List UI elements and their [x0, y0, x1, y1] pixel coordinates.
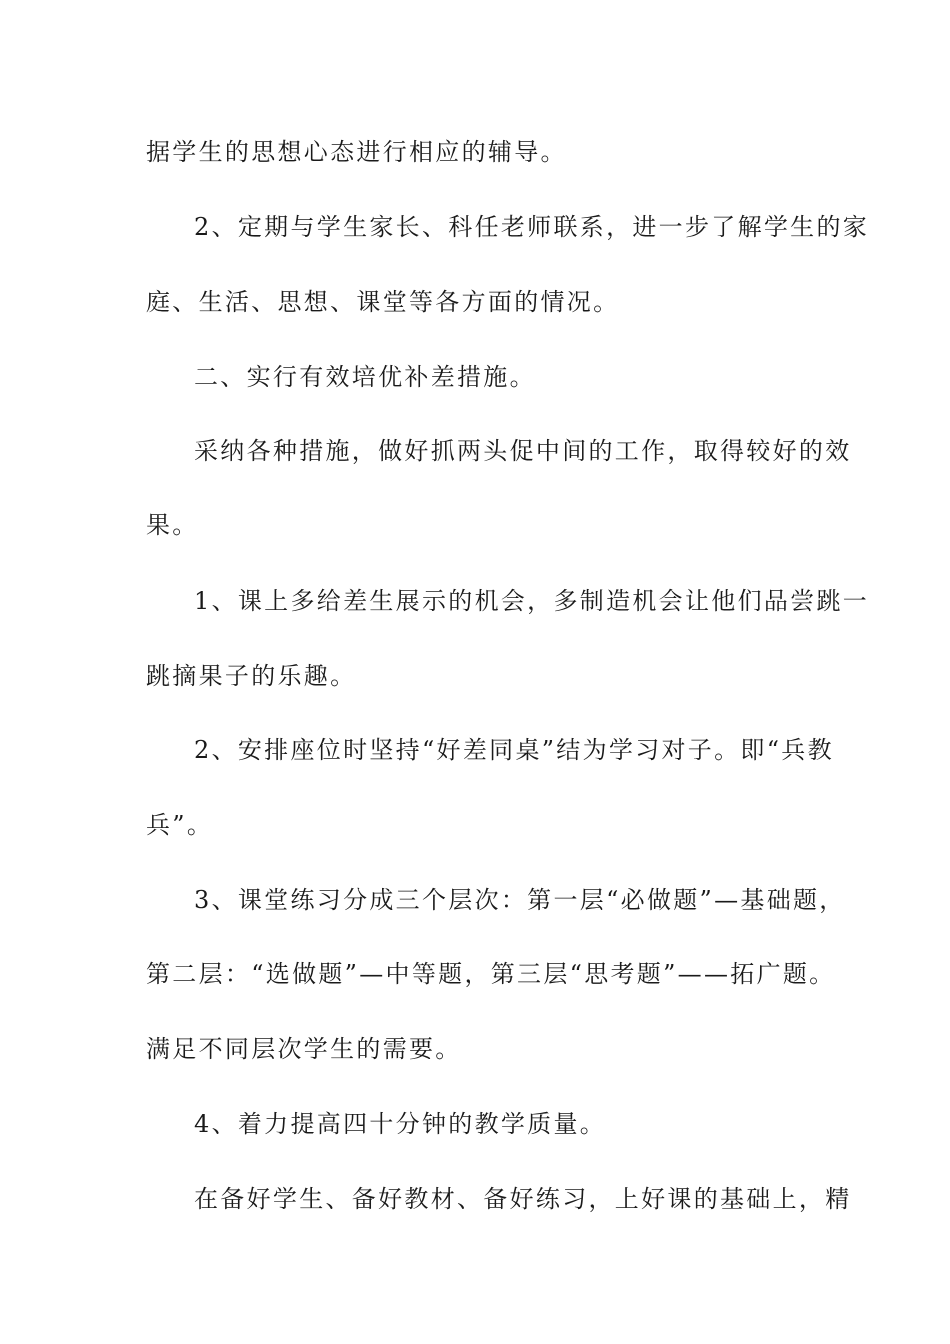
text-line-12: 第二层：“选做题”—中等题，第三层“思考题”——拓广题。	[146, 960, 836, 988]
text-line-2: 2、定期与学生家长、科任老师联系，进一步了解学生的家	[194, 213, 870, 241]
text-line-8: 跳摘果子的乐趣。	[146, 662, 357, 690]
text-line-14: 4、着力提高四十分钟的教学质量。	[194, 1110, 607, 1138]
text-line-11: 3、课堂练习分成三个层次：第一层“必做题”—基础题，	[194, 886, 846, 914]
text-line-5: 采纳各种措施，做好抓两头促中间的工作，取得较好的效	[194, 437, 852, 465]
text-line-4: 二、实行有效培优补差措施。	[194, 363, 536, 391]
text-line-1: 据学生的思想心态进行相应的辅导。	[146, 138, 567, 166]
text-line-9: 2、安排座位时坚持“好差同桌”结为学习对子。即“兵教	[194, 736, 834, 764]
text-line-7: 1、课上多给差生展示的机会，多制造机会让他们品尝跳一	[194, 587, 870, 615]
text-line-13: 满足不同层次学生的需要。	[146, 1035, 462, 1063]
text-line-15: 在备好学生、备好教材、备好练习，上好课的基础上，精	[194, 1185, 852, 1213]
text-line-3: 庭、生活、思想、课堂等各方面的情况。	[146, 288, 620, 316]
text-line-6: 果。	[146, 511, 199, 539]
text-line-10: 兵”。	[146, 811, 214, 839]
